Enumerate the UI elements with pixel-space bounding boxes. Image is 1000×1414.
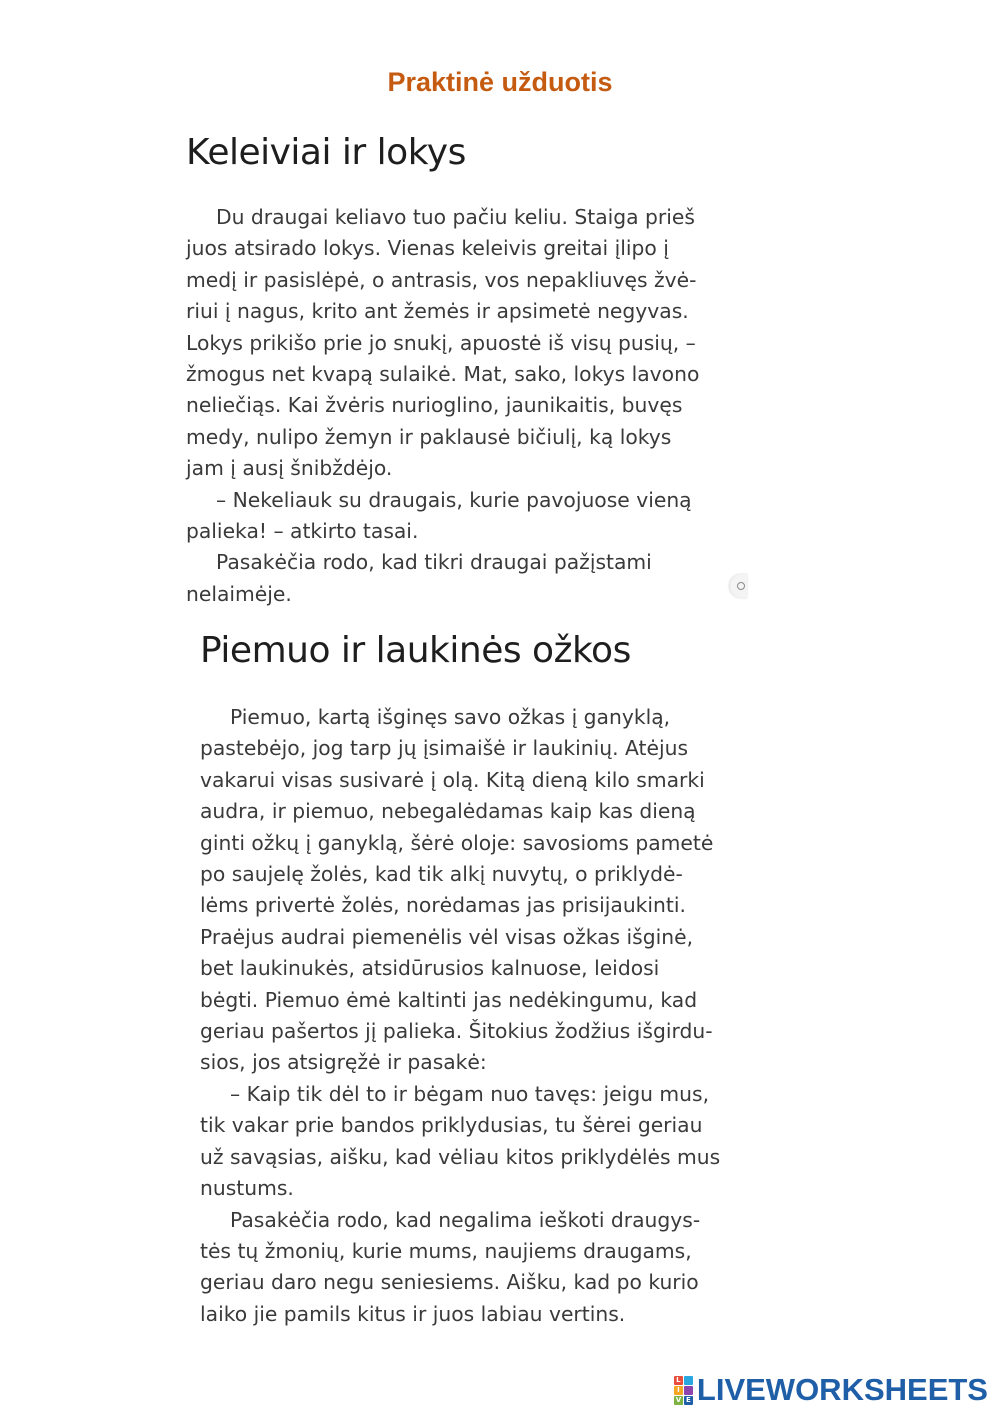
text-line: pastebėjo, jog tarp jų įsimaišė ir laukinių. Atėjus xyxy=(200,736,689,761)
text-line: riui į nagus, krito ant žemės ir apsimetė negyvas. xyxy=(186,299,689,324)
text-line: palieka! – atkirto tasai. xyxy=(186,519,419,544)
logo-tile: I xyxy=(674,1386,683,1395)
logo-tile: L xyxy=(674,1376,683,1385)
liveworksheets-brand[interactable] xyxy=(674,1372,988,1408)
text-line: audra, ir piemuo, nebegalėdamas kaip kas dieną xyxy=(200,799,696,824)
liveworksheets-wordmark: LIVEWORKSHEETS xyxy=(696,1372,988,1407)
text-line: po saujelę žolės, kad tik alkį nuvytų, o priklydė- xyxy=(200,862,683,887)
story-paragraph xyxy=(200,1079,760,1205)
text-line: – Nekeliauk su draugais, kurie pavojuose vieną xyxy=(216,487,692,512)
text-line: jam į ausį šnibždėjo. xyxy=(186,456,393,481)
text-line: bet laukinukės, atsidūrusios kalnuose, leidosi xyxy=(200,956,660,981)
text-line: geriau pašertos jį palieka. Šitokius žodžius išgirdu- xyxy=(200,1019,713,1044)
text-line: – Kaip tik dėl to ir bėgam nuo tavęs: jeigu mus, xyxy=(230,1081,710,1106)
logo-tile xyxy=(684,1376,693,1385)
text-line: bėgti. Piemuo ėmė kaltinti jas nedėkingumu, kad xyxy=(200,987,698,1012)
text-line: Pasakėčia rodo, kad tikri draugai pažįstami xyxy=(216,550,652,575)
story-keleiviai-ir-lokys xyxy=(186,126,746,610)
text-line: vakarui visas susivarė į olą. Kitą dieną kilo smarki xyxy=(200,767,705,792)
logo-tile: V xyxy=(675,1395,682,1404)
text-line: laiko jie pamils kitus ir juos labiau vertins. xyxy=(200,1301,626,1326)
story-body xyxy=(200,702,760,1330)
text-line: lėms privertė žolės, norėdamas jas prisijaukinti. xyxy=(200,893,686,918)
text-line: Pasakėčia rodo, kad negalima ieškoti draugys- xyxy=(230,1207,701,1232)
text-line: nelaimėje. xyxy=(186,581,292,606)
text-line: geriau daro negu seniesiems. Aišku, kad po kurio xyxy=(200,1270,699,1295)
logo-tile xyxy=(684,1386,693,1395)
liveworksheets-logo-icon xyxy=(674,1376,693,1405)
text-line: ginti ožkų į ganyklą, šėrė oloje: savosioms pametė xyxy=(200,830,714,855)
text-line: sios, jos atsigręžė ir pasakė: xyxy=(200,1050,487,1075)
story-body xyxy=(186,202,746,610)
text-line: Piemuo, kartą išginęs savo ožkas į ganyklą, xyxy=(230,705,671,729)
story-paragraph xyxy=(186,547,746,610)
text-line: už savąsias, aišku, kad vėliau kitos priklydėlės mus xyxy=(200,1144,721,1169)
text-line: juos atsirado lokys. Vienas keleivis greitai įlipo į xyxy=(186,236,669,261)
text-line: Lokys prikišo prie jo snukį, apuostė iš visų pusių, – xyxy=(186,330,696,355)
text-line: tės tų žmonių, kurie mums, naujiems draugams, xyxy=(200,1238,692,1263)
text-line: medy, nulipo žemyn ir paklausė bičiulį, ką lokys xyxy=(186,424,672,449)
story-heading: Piemuo ir laukinės ožkos xyxy=(200,630,631,671)
story-paragraph xyxy=(186,485,746,548)
text-line: tik vakar prie bandos priklydusias, tu šėrei geriau xyxy=(200,1113,703,1138)
story-paragraph xyxy=(200,1205,760,1331)
text-line: nustums. xyxy=(200,1176,294,1201)
logo-tile: E xyxy=(684,1396,693,1405)
scroll-handle-icon[interactable] xyxy=(730,574,748,598)
text-line: Praėjus audrai piemenėlis vėl visas ožkas išginė, xyxy=(200,924,694,949)
worksheet-title: Praktinė užduotis xyxy=(387,67,613,97)
story-piemuo-ir-laukines-ozkos xyxy=(200,624,760,1330)
story-paragraph xyxy=(200,702,760,1079)
text-line: neliečiąs. Kai žvėris nurioglino, jaunikaitis, buvęs xyxy=(186,393,683,418)
story-heading: Keleiviai ir lokys xyxy=(186,132,466,173)
text-line: žmogus net kvapą sulaikė. Mat, sako, lokys lavono xyxy=(186,362,700,387)
story-paragraph xyxy=(186,202,746,485)
text-line: medį ir pasislėpė, o antrasis, vos nepakliuvęs žvė- xyxy=(186,267,697,292)
text-line: Du draugai keliavo tuo pačiu keliu. Staiga prieš xyxy=(216,205,695,229)
